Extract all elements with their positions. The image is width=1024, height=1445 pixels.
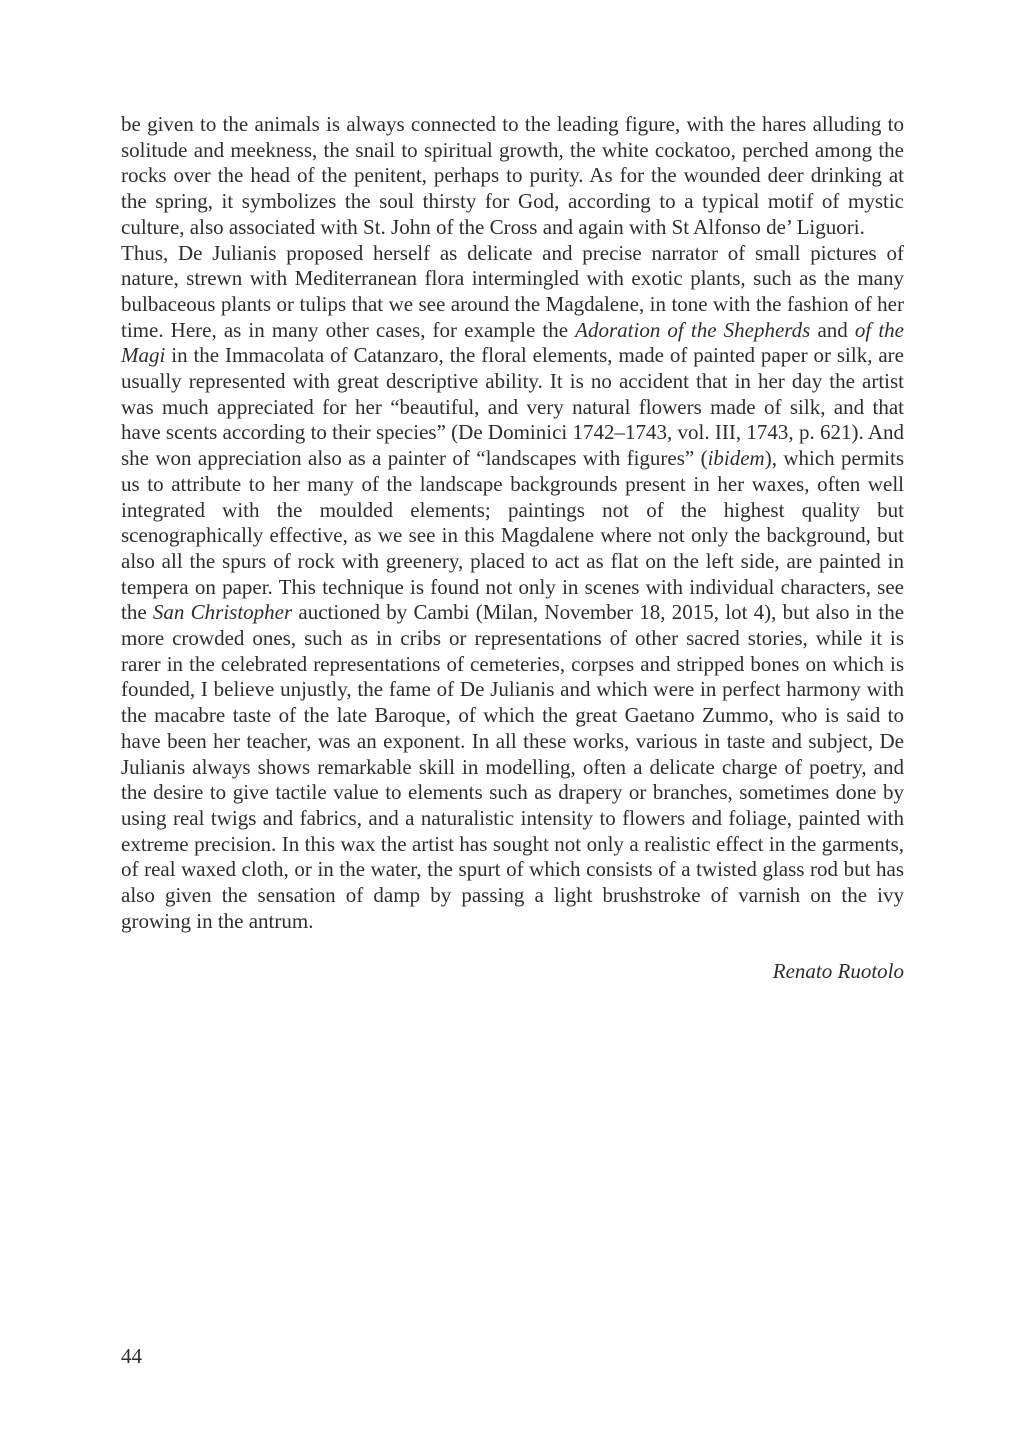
italic-run: ibidem xyxy=(707,446,765,471)
paragraph-1 xyxy=(121,112,904,241)
paragraph-2 xyxy=(121,241,904,935)
text-run: be given to the animals is always connected to the leading figure, with the hares alluding to solitude and meekness, the snail to spiritual growth, the white cockatoo, perched among the rocks over the head of the penitent, perhaps to purity. As for the wounded deer drinking at the spring, it symbolizes the soul thirsty for God, according to a typical motif of mystic culture, also associated with St. John of the Cross and again with St Alfonso de’ Liguori. xyxy=(121,112,904,239)
page-number: 44 xyxy=(121,1344,142,1368)
text-run: in the Immacolata of Catanzaro, the floral elements, made of painted paper or silk, are usually represented with great descriptive ability. It is no accident that in her day the artist was much appreciated for her “beautiful, and very natural flowers made of silk, and that have scents according to their species” (De Dominici 1742–1743, vol. III, 1743, p. 621). And she won appreciation also as a painter of “landscapes with figures” ( xyxy=(121,343,904,471)
text-run: and xyxy=(810,317,855,342)
italic-run: San Christopher xyxy=(152,600,293,625)
italic-run: of the Magi xyxy=(121,317,904,368)
body-text xyxy=(121,112,904,984)
text-run: auctioned by Cambi (Milan, November 18, 2015, lot 4), but also in the more crowded ones, such as in cribs or representations of other sacred stories, while it is rarer in the celebrated representations of cemeteries, corpses and stripped bones on which is founded, I believe unjustly, the fame of De Julianis and which were in perfect harmony with the macabre taste of the late Baroque, of which the great Gaetano Zummo, who is said to have been her teacher, was an exponent. In all these works, various in taste and subject, De Julianis always shows remarkable skill in modelling, often a delicate charge of poetry, and the desire to give tactile value to elements such as drapery or branches, sometimes done by using real twigs and fabrics, and a naturalistic intensity to flowers and foliage, painted with extreme precision. In this wax the artist has sought not only a realistic effect in the garments, of real waxed cloth, or in the water, the spurt of which consists of a twisted glass rod but has also given the sensation of damp by passing a light brushstroke of varnish on the ivy growing in the antrum. xyxy=(121,600,905,933)
italic-run: Adoration of the Shepherds xyxy=(575,317,811,342)
author-signature: Renato Ruotolo xyxy=(772,958,904,983)
text-run: ), which permits us to attribute to her many of the landscape backgrounds present in her waxes, often well integrated with the moulded elements; paintings not of the highest quality but scenographically effective, as we see in this Magdalene where not only the background, but also all the spurs of rock with greenery, placed to act as flat on the left side, are painted in tempera on paper. This technique is found not only in scenes with individual characters, see the xyxy=(121,446,904,625)
text-run: Thus, De Julianis proposed herself as delicate and precise narrator of small pictures of nature, strewn with Mediterranean flora intermingled with exotic plants, such as the many bulbaceous plants or tulips that we see around the Magdalene, in tone with the fashion of her time. Here, as in many other cases, for example the xyxy=(121,240,904,342)
